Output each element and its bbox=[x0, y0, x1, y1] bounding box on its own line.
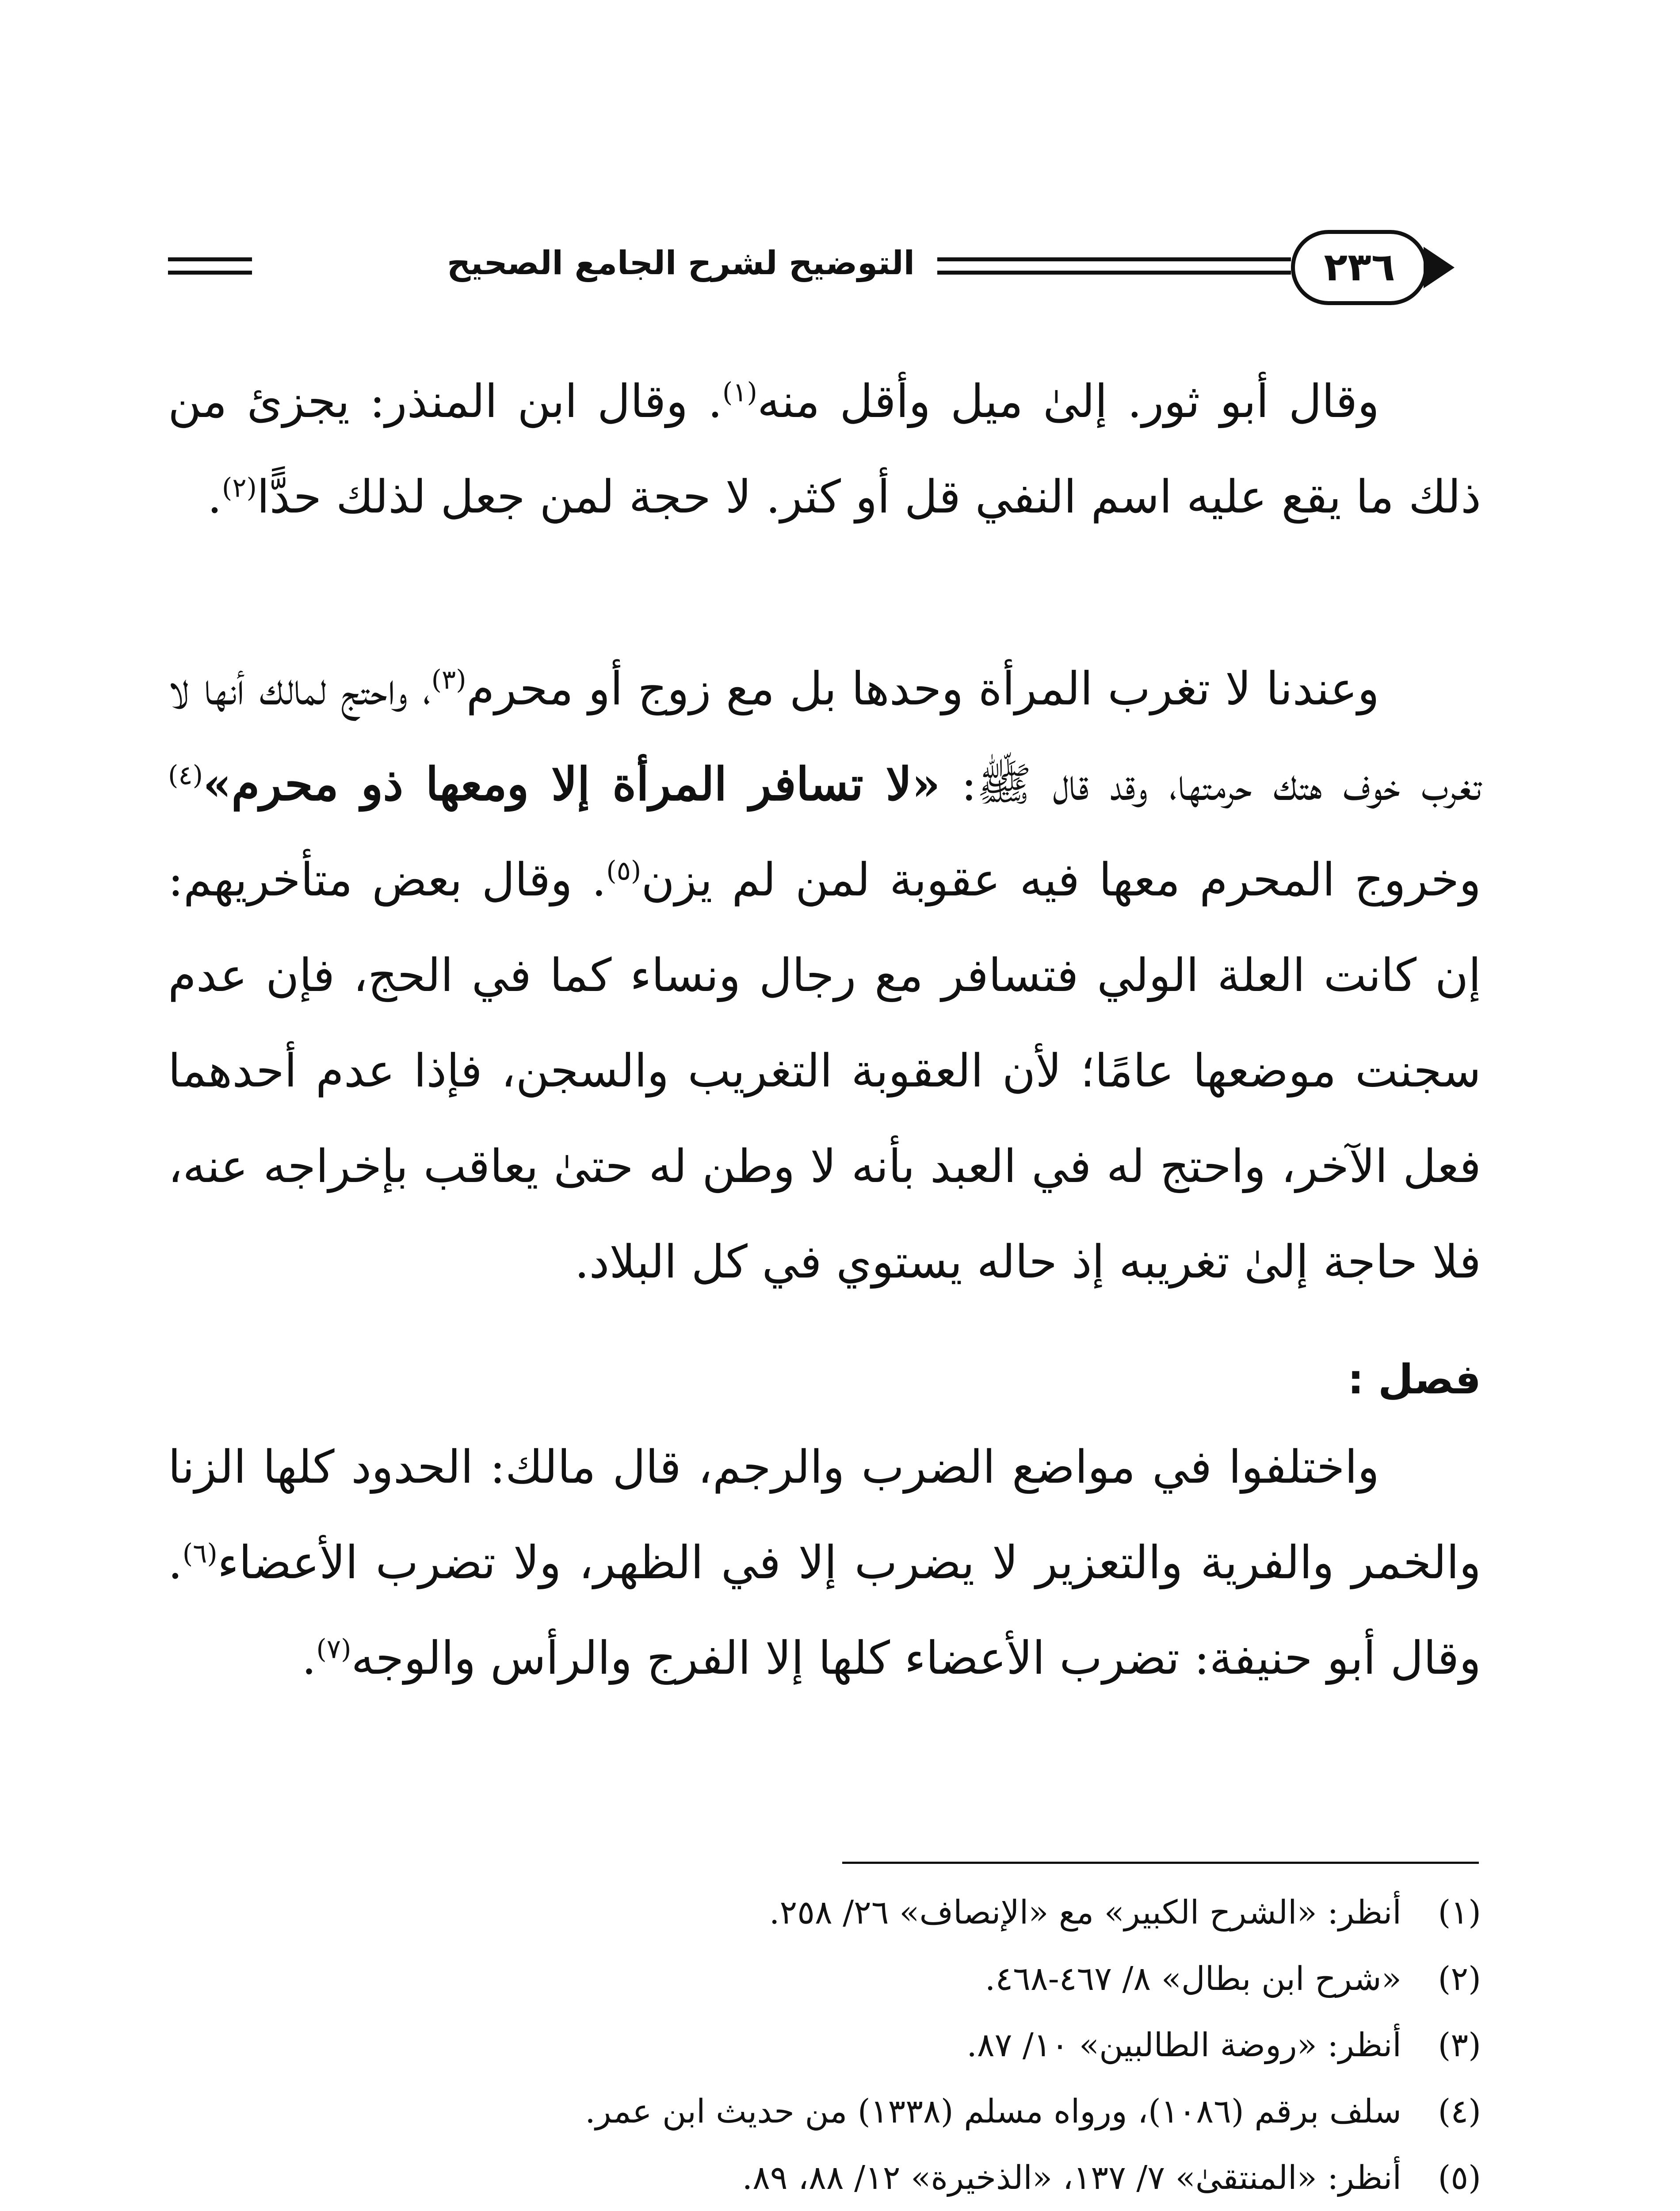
footnote-ref[interactable]: (٣) bbox=[431, 664, 466, 696]
header-rule bbox=[168, 257, 252, 261]
footnote-number: (٢) bbox=[1438, 1960, 1481, 1998]
footnote-item bbox=[168, 1879, 1481, 1946]
body-paragraph bbox=[168, 1419, 1481, 1706]
body-text: وقال أبو ثور. إلىٰ ميل وأقل منه bbox=[757, 375, 1379, 428]
footnote-number: (١) bbox=[1438, 1894, 1481, 1932]
footnote-text: أنظر: «روضة الطالبين» ١٠/ ٨٧. bbox=[966, 2026, 1401, 2064]
running-title: التوضيح لشرح الجامع الصحيح bbox=[447, 244, 915, 282]
footnote-ref[interactable]: (٦) bbox=[182, 1538, 218, 1569]
footnote-text: سلف برقم (١٠٨٦)، ورواه مسلم (١٣٣٨) من حديث ابن عمر. bbox=[585, 2092, 1401, 2131]
page-number-ornament bbox=[1424, 247, 1455, 288]
body-text: . وقال أبو حنيفة: تضرب الأعضاء كلها إلا الفرج والرأس والوجه bbox=[168, 1536, 1481, 1685]
body-paragraph bbox=[168, 354, 1481, 545]
footnote-ref[interactable]: (٥) bbox=[606, 855, 641, 887]
footnote-number: (٣) bbox=[1438, 2026, 1481, 2064]
footnote-text: أنظر: «الشرح الكبير» مع «الإنصاف» ٢٦/ ٢٥٨. bbox=[769, 1894, 1401, 1932]
footnote-item bbox=[168, 2078, 1481, 2145]
footnote-number: (٤) bbox=[1438, 2092, 1481, 2131]
footnote-number: (٥) bbox=[1438, 2159, 1481, 2197]
header-rule bbox=[168, 271, 252, 275]
section-heading: فصل : bbox=[1348, 1356, 1481, 1403]
body-text: واختلفوا في مواضع الضرب والرجم، قال مالك: الحدود كلها الزنا والخمر والفرية والتعزير لا يضرب إلا في الظهر، ولا تضرب الأعضاء bbox=[168, 1441, 1481, 1589]
header-rule bbox=[937, 257, 1291, 261]
body-text: . bbox=[207, 471, 222, 524]
footnote-ref[interactable]: (٤) bbox=[168, 760, 203, 791]
footnote-ref[interactable]: (٢) bbox=[221, 472, 257, 504]
footnote-text: أنظر: «المنتقىٰ» ٧/ ١٣٧، «الذخيرة» ١٢/ ٨٨، ٨٩. bbox=[742, 2159, 1401, 2197]
header-rule bbox=[937, 271, 1291, 275]
body-text: وعندنا لا تغرب المرأة وحدها بل مع زوج أو محرم bbox=[466, 662, 1379, 715]
body-paragraph bbox=[168, 641, 1481, 1310]
footnotes-list bbox=[168, 1879, 1481, 2211]
footnote-item bbox=[168, 1946, 1481, 2012]
footnote-text: «شرح ابن بطال» ٨/ ٤٦٧-٤٦٨. bbox=[985, 1960, 1401, 1998]
footnote-item bbox=[168, 2145, 1481, 2211]
running-header bbox=[168, 221, 1490, 318]
body-text: وخروج المحرم معها فيه عقوبة لمن لم يزن bbox=[641, 853, 1481, 907]
page-number: ٢٣٦ bbox=[1291, 230, 1428, 305]
body-text: . وقال بعض متأخريهم: إن كانت العلة الولي فتسافر مع رجال ونساء كما في الحج، فإن عدم سجنت موضعها عامًا؛ لأن العقوبة التغريب والسجن، فإذا عدم أحدهما فعل الآخر، واحتج له في العبد بأنه لا وطن له حتىٰ يعاقب بإخراجه عنه، فلا حاجة إلىٰ تغريبه إذ حاله يستوي في كل البلاد. bbox=[168, 853, 1481, 1289]
footnote-item bbox=[168, 2012, 1481, 2078]
footnote-ref[interactable]: (١) bbox=[722, 377, 757, 408]
body-text: ، واحتج لمالك أنها لا تغرب خوف هتك حرمتها، وقد قال ﷺ: bbox=[168, 662, 1481, 811]
footnote-ref[interactable]: (٧) bbox=[316, 1633, 351, 1665]
footnote-separator bbox=[842, 1862, 1479, 1864]
body-text: . وقال ابن المنذر: يجزئ من ذلك ما يقع عليه اسم النفي قل أو كثر. لا حجة لمن جعل لذلك حدًّا bbox=[168, 375, 1481, 524]
body-text: . bbox=[302, 1632, 317, 1685]
hadith-quote: «لا تسافر المرأة إلا ومعها ذو محرم» bbox=[203, 757, 940, 811]
